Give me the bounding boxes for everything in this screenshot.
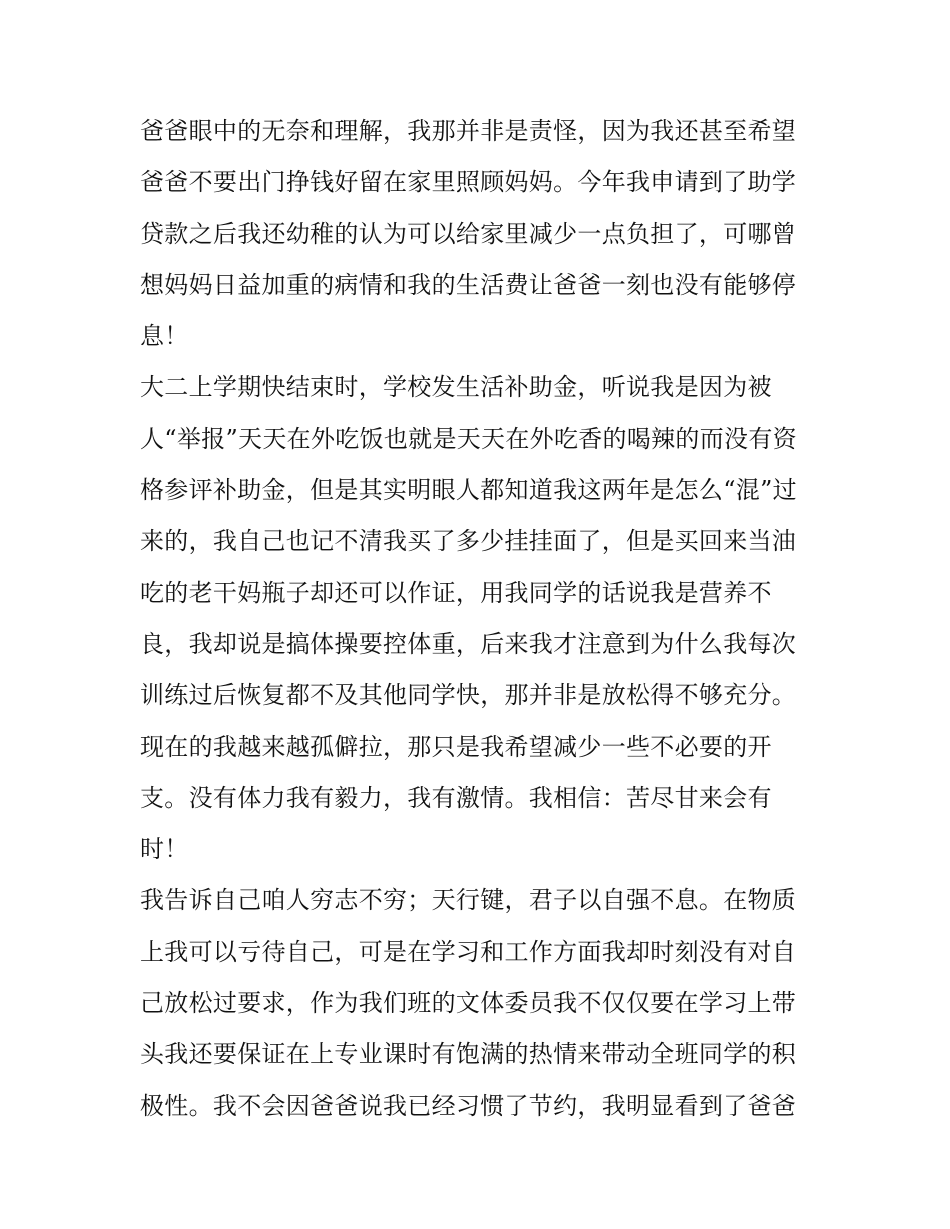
text-line: 爸爸眼中的无奈和理解，我那并非是责怪，因为我还甚至希望: [140, 117, 797, 145]
text-line: 己放松过要求，作为我们班的文体委员我不仅仅要在学习上带: [140, 989, 797, 1018]
text-line: 头我还要保证在上专业课时有饱满的热情来带动全班同学的积: [140, 1040, 797, 1069]
text-line: 良，我却说是搞体操要控体重，后来我才注意到为什么我每次: [140, 629, 797, 658]
text-line: 时！: [140, 835, 189, 864]
text-line: 息！: [140, 322, 189, 351]
text-line: 极性。我不会因爸爸说我已经习惯了节约，我明显看到了爸爸: [140, 1091, 797, 1120]
text-line: 来的，我自己也记不清我买了多少挂挂面了，但是买回来当油: [140, 527, 797, 556]
text-line: 大二上学期快结束时，学校发生活补助金，听说我是因为被: [140, 373, 772, 402]
text-line: 人“举报”天天在外吃饭也就是天天在外吃香的喝辣的而没有资: [140, 424, 797, 453]
body-text: [140, 106, 820, 1132]
text-line: 上我可以亏待自己，可是在学习和工作方面我却时刻没有对自: [140, 937, 797, 966]
text-line: 贷款之后我还幼稚的认为可以给家里减少一点负担了，可哪曾: [140, 219, 797, 248]
text-line: 我告诉自己咱人穷志不穷；天行键，君子以自强不息。在物质: [140, 886, 797, 915]
text-line: 爸爸不要出门挣钱好留在家里照顾妈妈。今年我申请到了助学: [140, 168, 797, 197]
text-line: 支。没有体力我有毅力，我有激情。我相信：苦尽甘来会有: [140, 783, 772, 812]
text-line: 现在的我越来越孤僻拉，那只是我希望减少一些不必要的开: [140, 732, 772, 761]
text-line: 训练过后恢复都不及其他同学快，那并非是放松得不够充分。: [140, 681, 797, 710]
text-line: 吃的老干妈瓶子却还可以作证，用我同学的话说我是营养不: [140, 578, 772, 607]
text-line: 想妈妈日益加重的病情和我的生活费让爸爸一刻也没有能够停: [140, 270, 797, 299]
text-line: 格参评补助金，但是其实明眼人都知道我这两年是怎么“混”过: [140, 476, 797, 505]
